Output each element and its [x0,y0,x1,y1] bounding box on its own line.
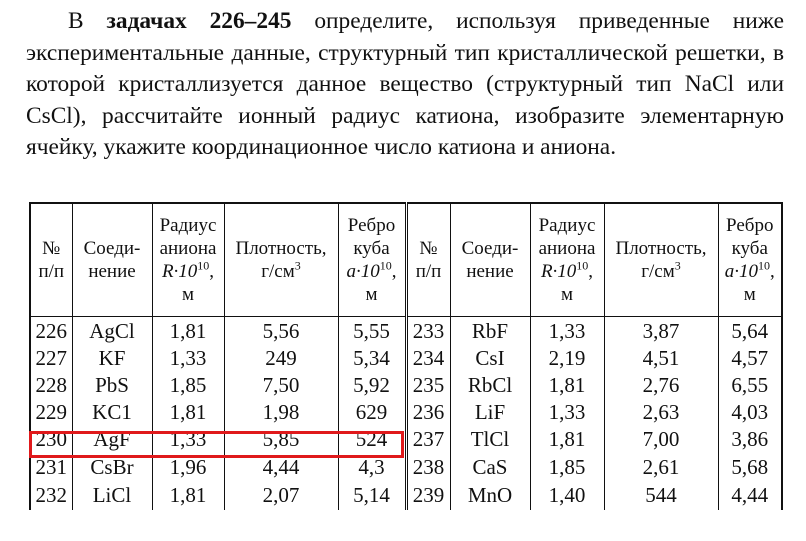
cell-num-2: 233 [406,317,450,345]
intro-text: определите, используя приведенные ниже экспериментальные данные, структурный тип кристаллической решетки, в которой кристаллизуется данное вещество (структурный тип NaCl или CsCl), рассчитайте ионный радиус катиона, изобразите элементарную ячейку, укажите координационное число катиона и аниона. [26,8,784,161]
cell-radius: 1,81 [152,480,224,510]
task-paragraph [26,6,784,164]
cell-radius: 1,85 [152,371,224,398]
cell-edge-2: 6,55 [718,371,782,398]
cell-radius: 1,33 [152,344,224,371]
table-row [30,399,782,426]
header-num-2: № п/п [406,203,450,317]
cell-edge-2: 3,86 [718,426,782,453]
cell-density-2: 3,87 [604,317,718,345]
cell-compound-2: LiF [450,399,530,426]
cell-radius-2: 2,19 [530,344,604,371]
cell-density: 2,07 [224,480,338,510]
header-row [30,203,782,317]
table-row [30,426,782,453]
cell-density: 5,56 [224,317,338,345]
cell-radius-2: 1,33 [530,399,604,426]
cell-density-2: 7,00 [604,426,718,453]
cell-compound: KF [72,344,152,371]
cell-edge-2: 5,64 [718,317,782,345]
cell-radius-2: 1,85 [530,453,604,480]
cell-num: 230 [30,426,72,453]
cell-num: 232 [30,480,72,510]
cell-density-2: 4,51 [604,344,718,371]
cell-density: 5,85 [224,426,338,453]
cell-compound: LiCl [72,480,152,510]
header-compound: Соеди- нение [72,203,152,317]
cell-edge: 629 [338,399,406,426]
cell-edge: 5,92 [338,371,406,398]
header-density-2: Плотность, $г/см^3$ [604,203,718,317]
cell-compound-2: RbF [450,317,530,345]
cell-density: 249 [224,344,338,371]
cell-radius-2: 1,40 [530,480,604,510]
cell-density: 4,44 [224,453,338,480]
cell-edge-2: 4,57 [718,344,782,371]
cell-num-2: 236 [406,399,450,426]
cell-radius: 1,81 [152,399,224,426]
header-edge: Ребро куба $a\cdot 10^{10}$, м [338,203,406,317]
cell-compound: KC1 [72,399,152,426]
cell-num: 227 [30,344,72,371]
cell-compound: PbS [72,371,152,398]
cell-edge: 4,3 [338,453,406,480]
table-row [30,453,782,480]
cell-edge: 524 [338,426,406,453]
cell-density: 7,50 [224,371,338,398]
cell-compound-2: RbCl [450,371,530,398]
table-row [30,480,782,510]
cell-num-2: 237 [406,426,450,453]
header-radius-2: Радиус аниона $R\cdot 10^{10}$, м [530,203,604,317]
cell-radius: 1,33 [152,426,224,453]
cell-radius: 1,81 [152,317,224,345]
cell-radius-2: 1,81 [530,426,604,453]
cell-density-2: 544 [604,480,718,510]
cell-edge: 5,34 [338,344,406,371]
header-edge-2: Ребро куба $a\cdot 10^{10}$, м [718,203,782,317]
header-radius: Радиус аниона $R\cdot 10^{10}$, м [152,203,224,317]
cell-radius-2: 1,33 [530,317,604,345]
intro-lead: В [68,8,107,34]
table-row [30,371,782,398]
cell-num: 228 [30,371,72,398]
table-row [30,344,782,371]
cell-num-2: 238 [406,453,450,480]
header-num: № п/п [30,203,72,317]
cell-compound-2: MnO [450,480,530,510]
cell-compound: CsBr [72,453,152,480]
task-range: задачах 226–245 [106,8,292,34]
cell-density-2: 2,63 [604,399,718,426]
cell-compound: AgCl [72,317,152,345]
table-row [30,317,782,345]
cell-num: 226 [30,317,72,345]
cell-num: 231 [30,453,72,480]
cell-edge-2: 5,68 [718,453,782,480]
data-table [29,202,783,510]
cell-edge-2: 4,44 [718,480,782,510]
cell-num-2: 234 [406,344,450,371]
cell-edge: 5,14 [338,480,406,510]
cell-edge: 5,55 [338,317,406,345]
cell-compound-2: CaS [450,453,530,480]
cell-num: 229 [30,399,72,426]
cell-density-2: 2,76 [604,371,718,398]
cell-num-2: 239 [406,480,450,510]
cell-edge-2: 4,03 [718,399,782,426]
cell-density-2: 2,61 [604,453,718,480]
cell-density: 1,98 [224,399,338,426]
cell-radius-2: 1,81 [530,371,604,398]
cell-num-2: 235 [406,371,450,398]
cell-radius: 1,96 [152,453,224,480]
cell-compound-2: CsI [450,344,530,371]
cell-compound-2: TlCl [450,426,530,453]
header-density: Плотность, $г/см^3$ [224,203,338,317]
header-compound-2: Соеди- нение [450,203,530,317]
cell-compound: AgF [72,426,152,453]
